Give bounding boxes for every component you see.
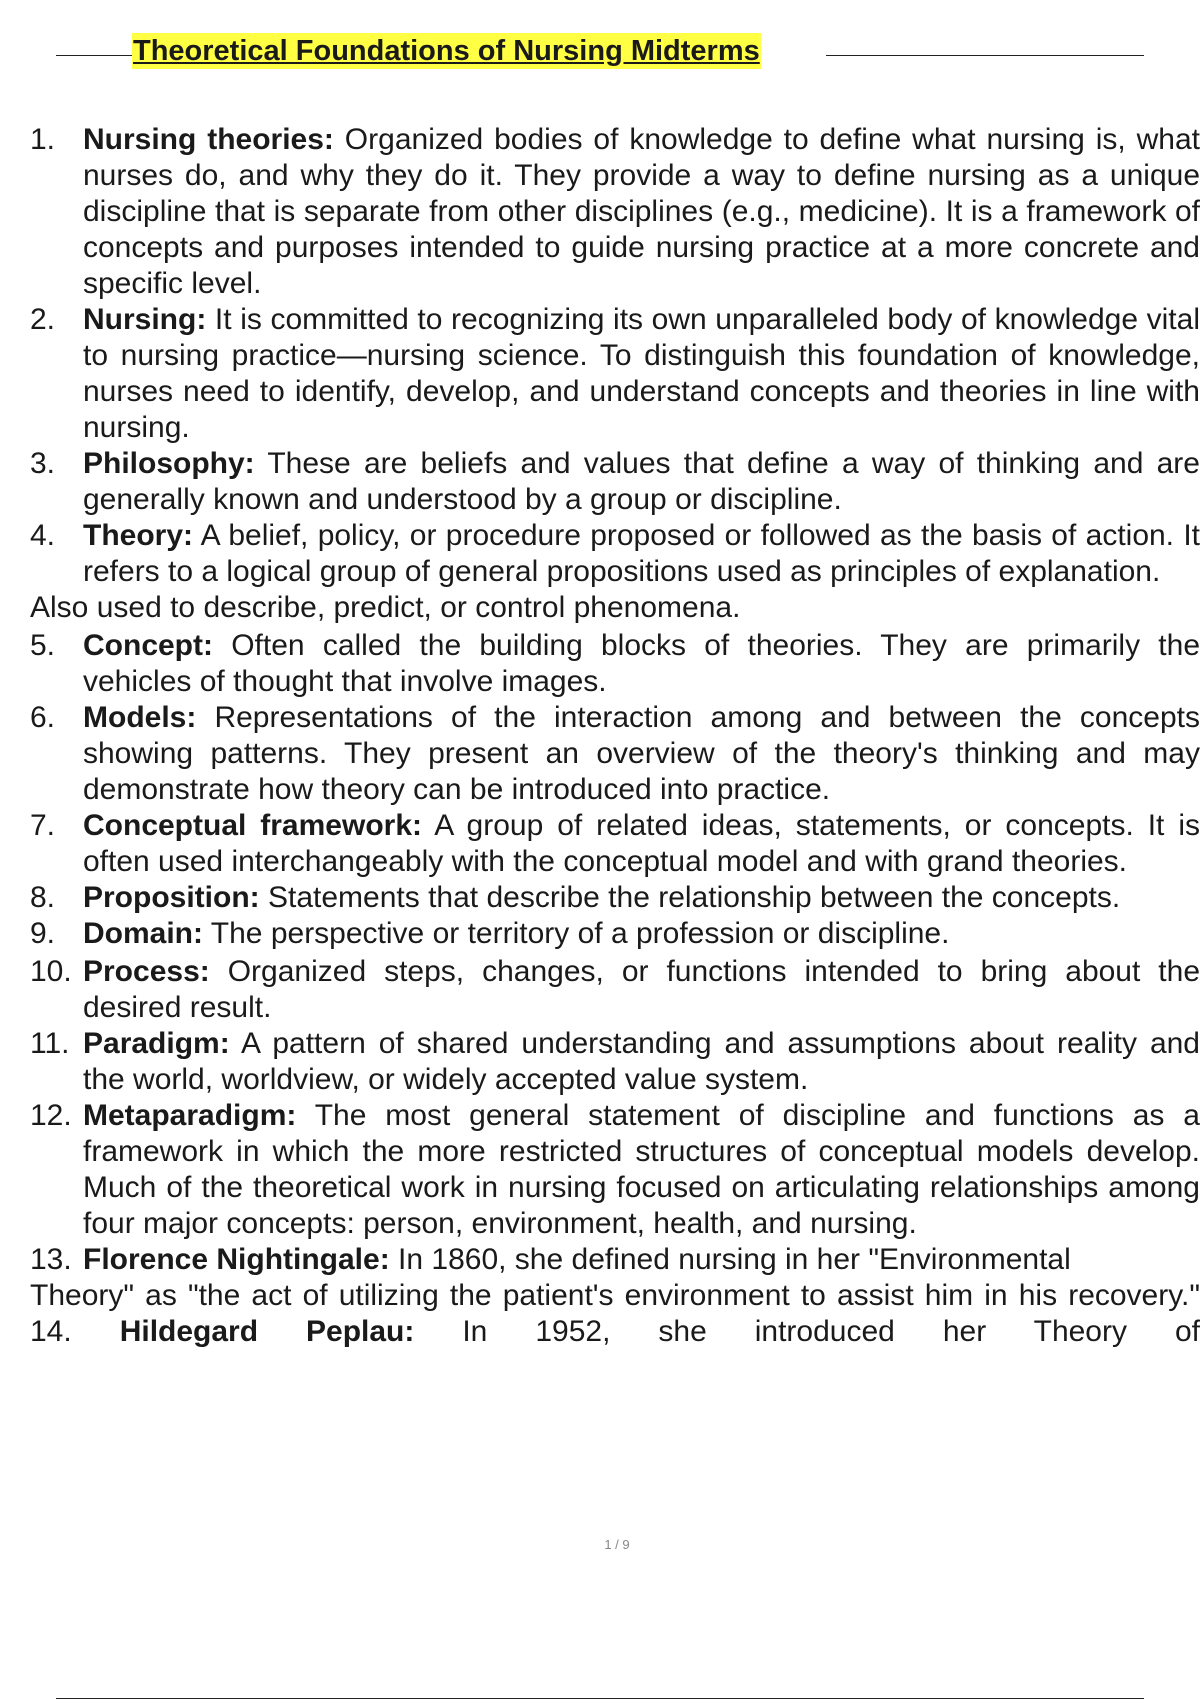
list-item xyxy=(30,302,1200,446)
item-term: Paradigm: xyxy=(83,1027,230,1060)
item-number: 12. xyxy=(30,1099,72,1132)
item-text: A belief, policy, or procedure proposed or followed as the basis of action. It refers to a logical group of general propositions used as principles of explanation. xyxy=(83,519,1200,588)
continued-paragraph xyxy=(30,1278,1200,1350)
title-rule-right xyxy=(826,55,1144,56)
list-item xyxy=(30,446,1200,518)
title-rule-left xyxy=(56,55,132,56)
item-number: 6. xyxy=(30,701,56,734)
item-text: Organized steps, changes, or functions intended to bring about the desired result. xyxy=(83,955,1200,1024)
item-number: 13. xyxy=(30,1243,72,1276)
bottom-rule xyxy=(56,1698,1144,1699)
item-text: These are beliefs and values that define a way of thinking and are generally known and understood by a group or discipline. xyxy=(83,447,1200,516)
list-item xyxy=(30,916,1200,952)
item-term: Proposition: xyxy=(83,881,260,914)
item-number: 4. xyxy=(30,519,56,552)
item-text: The perspective or territory of a profession or discipline. xyxy=(203,917,950,950)
item-text: Often called the building blocks of theories. They are primarily the vehicles of thought that involve images. xyxy=(83,629,1200,698)
item-text: It is committed to recognizing its own unparalleled body of knowledge vital to nursing practice—nursing science. To distinguish this foundation of knowledge, nurses need to identify, develop, and understand concepts and theories in line with nursing. xyxy=(83,303,1200,444)
list-item xyxy=(30,1098,1200,1242)
item-number: 9. xyxy=(30,917,56,950)
item-term: Concept: xyxy=(83,629,213,662)
item-text: Representations of the interaction among and between the concepts showing patterns. They present an overview of the theory's thinking and may demonstrate how theory can be introduced into practice. xyxy=(83,701,1200,806)
list-item xyxy=(30,122,1200,302)
item-number: 7. xyxy=(30,809,56,842)
item-text: A group of related ideas, statements, or concepts. It is often used interchangeably with the conceptual model and with grand theories. xyxy=(83,809,1200,878)
item-term: Hildegard Peplau: xyxy=(119,1315,415,1348)
list-item xyxy=(30,1242,1200,1278)
item-term: Philosophy: xyxy=(83,447,255,480)
item-term: Metaparadigm: xyxy=(83,1099,297,1132)
item-text: The most general statement of discipline and functions as a framework in which the more restricted structures of conceptual models develop. Much of the theoretical work in nursing focused on articulating relationships among four major concepts: person, environment, health, and nursing. xyxy=(83,1099,1200,1240)
item-number: 8. xyxy=(30,881,56,914)
list-item xyxy=(30,808,1200,880)
item-term: Florence Nightingale: xyxy=(83,1243,390,1276)
item-term: Nursing theories: xyxy=(83,123,334,156)
item-number: 3. xyxy=(30,447,56,480)
page-indicator: 1 / 9 xyxy=(604,1537,630,1552)
item-number: 10. xyxy=(30,955,72,988)
tail-text: In 1952, she introduced her Theory of xyxy=(414,1315,1200,1348)
item-number: 11. xyxy=(30,1027,70,1060)
item-term: Nursing: xyxy=(83,303,207,336)
list-item xyxy=(30,628,1200,700)
item-term: Conceptual framework: xyxy=(83,809,422,842)
list-item xyxy=(30,1026,1200,1098)
list-item xyxy=(30,700,1200,808)
list-item xyxy=(30,954,1200,1026)
item-term: Theory: xyxy=(83,519,194,552)
item-number: 2. xyxy=(30,303,56,336)
item-text: Statements that describe the relationship between the concepts. xyxy=(259,881,1121,914)
item-text: In 1860, she defined nursing in her "Environmental xyxy=(389,1243,1071,1276)
page-title: Theoretical Foundations of Nursing Midterms xyxy=(133,35,760,67)
item-term: Process: xyxy=(83,955,210,988)
item-number: 1. xyxy=(30,123,56,156)
tail-text: Theory" as "the act of utilizing the patient's environment to assist him in his recovery." 14. xyxy=(30,1279,1200,1348)
item-text: A pattern of shared understanding and assumptions about reality and the world, worldview, or widely accepted value system. xyxy=(83,1027,1200,1096)
item-term: Domain: xyxy=(83,917,203,950)
list-item xyxy=(30,518,1200,590)
item-term: Models: xyxy=(83,701,197,734)
item-number: 5. xyxy=(30,629,56,662)
item-text: Organized bodies of knowledge to define what nursing is, what nurses do, and why they do it. They provide a way to define nursing as a unique discipline that is separate from other disciplines (e.g., medicine). It is a framework of concepts and purposes intended to guide nursing practice at a more concrete and specific level. xyxy=(83,123,1200,300)
inline-note: Also used to describe, predict, or control phenomena. xyxy=(30,591,741,624)
definitions-list xyxy=(30,122,1200,1350)
list-item xyxy=(30,880,1200,916)
